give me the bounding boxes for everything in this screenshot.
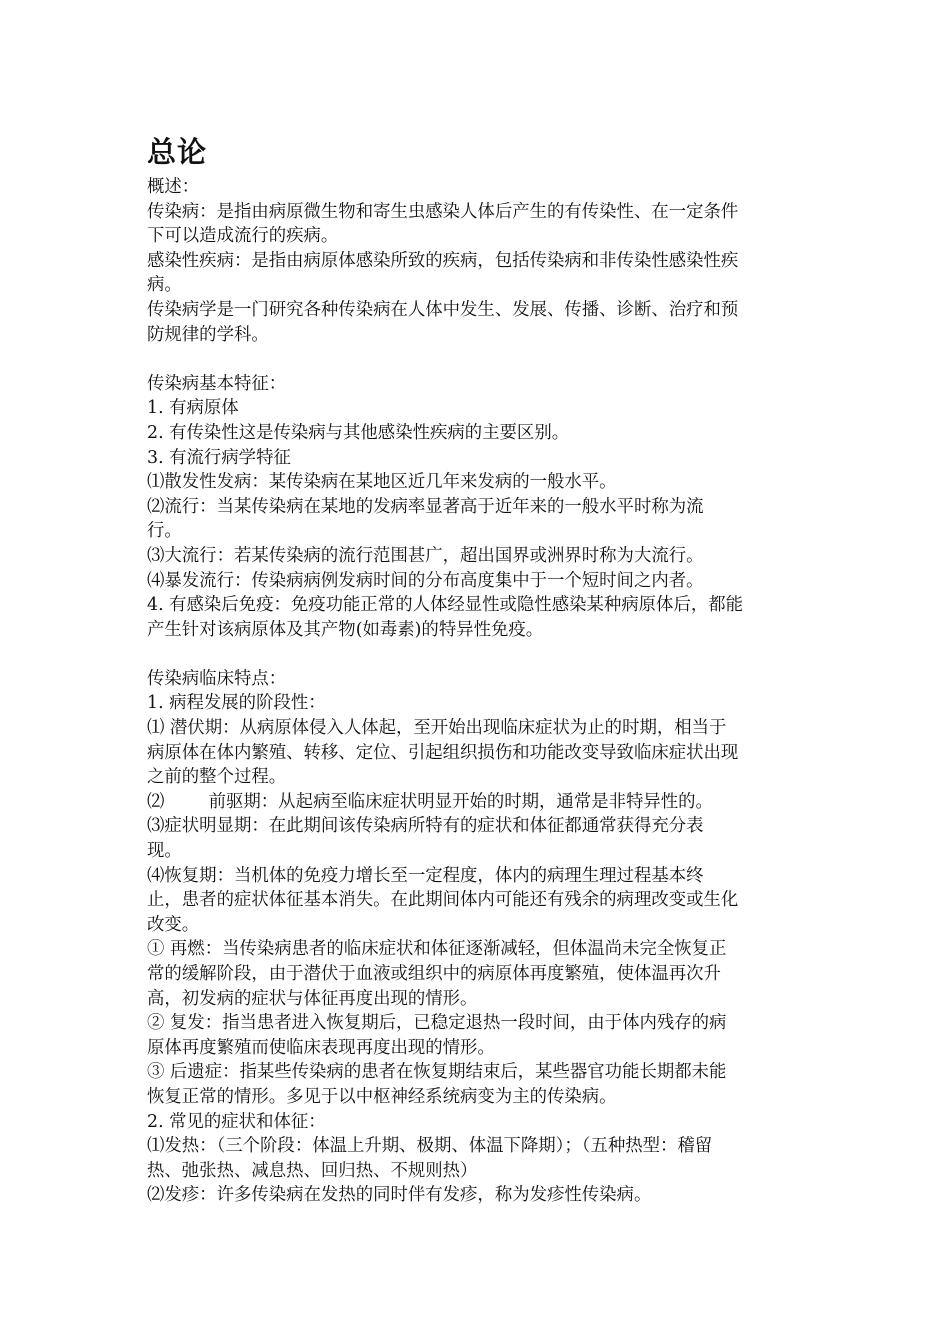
features-line: ⑷暴发流行：传染病病例发病时间的分布高度集中于一个短时间之内者。: [147, 570, 704, 591]
clinical-line: ⑴发热：（三个阶段：体温上升期、极期、体温下降期）；（五种热型：稽留: [147, 1136, 713, 1157]
clinical-line: 病原体在体内繁殖、转移、定位、引起组织损伤和功能改变导致临床症状出现: [147, 742, 739, 763]
overview-label: 概述：: [147, 177, 200, 197]
clinical-line: 现。: [147, 841, 182, 862]
features-line: 3. 有流行病学特征: [147, 447, 291, 468]
clinical-line: 高，初发病的症状与体征再度出现的情形。: [147, 988, 478, 1009]
clinical-line: ⑵ 前驱期：从起病至临床症状明显开始的时期，通常是非特异性的。: [147, 791, 713, 812]
features-line: ⑶大流行：若某传染病的流行范围甚广，超出国界或洲界时称为大流行。: [147, 545, 704, 566]
document-title: 总论: [147, 135, 208, 169]
section-spacer: [147, 642, 807, 667]
clinical-line: ⑷恢复期：当机体的免疫力增长至一定程度，体内的病理生理过程基本终: [147, 865, 704, 886]
features-section: [147, 372, 807, 643]
features-line: 1. 有病原体: [147, 398, 239, 419]
overview-section: [147, 175, 807, 347]
features-line: 行。: [147, 521, 182, 542]
clinical-line: 热、弛张热、减息热、回归热、不规则热）: [147, 1160, 478, 1181]
document-page: [147, 133, 807, 1208]
overview-line: 传染病学是一门研究各种传染病在人体中发生、发展、传播、诊断、治疗和预: [147, 299, 739, 320]
clinical-line: 2. 常见的症状和体征：: [147, 1111, 326, 1132]
clinical-line: 原体再度繁殖而使临床表现再度出现的情形。: [147, 1037, 495, 1058]
clinical-line: 止，患者的症状体征基本消失。在此期间体内可能还有残余的病理改变或生化: [147, 890, 739, 911]
clinical-label: 传染病临床特点：: [147, 668, 287, 689]
features-line: 产生针对该病原体及其产物(如毒素)的特异性免疫。: [147, 619, 544, 640]
features-label: 传染病基本特征：: [147, 373, 287, 394]
clinical-line: ⑶症状明显期：在此期间该传染病所特有的症状和体征都通常获得充分表: [147, 816, 704, 837]
overview-line: 病。: [147, 275, 182, 296]
clinical-line: ⑵发疹：许多传染病在发热的同时伴有发疹，称为发疹性传染病。: [147, 1185, 652, 1206]
clinical-line: 之前的整个过程。: [147, 767, 287, 788]
clinical-line: 常的缓解阶段，由于潜伏于血液或组织中的病原体再度繁殖，使体温再次升: [147, 964, 721, 984]
features-line: 2. 有传染性这是传染病与其他感染性疾病的主要区别。: [147, 422, 570, 443]
clinical-line: ③ 后遗症：指某些传染病的患者在恢复期结束后，某些器官功能长期都未能: [147, 1062, 727, 1083]
clinical-line: ① 再燃：当传染病患者的临床症状和体征逐渐减轻，但体温尚未完全恢复正: [147, 939, 727, 960]
clinical-line: ⑴ 潜伏期：从病原体侵入人体起，至开始出现临床症状为止的时期，相当于: [147, 718, 727, 739]
clinical-line: ② 复发：指当患者进入恢复期后，已稳定退热一段时间，由于体内残存的病: [147, 1013, 727, 1034]
overview-line: 感染性疾病：是指由病原体感染所致的疾病，包括传染病和非传染性感染性疾: [147, 250, 739, 271]
section-spacer: [147, 347, 807, 372]
features-line: ⑵流行：当某传染病在某地的发病率显著高于近年来的一般水平时称为流: [147, 496, 704, 517]
clinical-section: [147, 667, 807, 1208]
features-line: 4. 有感染后免疫：免疫功能正常的人体经显性或隐性感染某种病原体后，都能: [147, 595, 744, 616]
clinical-line: 1. 病程发展的阶段性：: [147, 693, 326, 714]
overview-line: 传染病：是指由病原微生物和寄生虫感染人体后产生的有传染性、在一定条件: [147, 201, 739, 222]
clinical-line: 改变。: [147, 914, 200, 935]
features-line: ⑴散发性发病：某传染病在某地区近几年来发病的一般水平。: [147, 472, 617, 493]
overview-line: 下可以造成流行的疾病。: [147, 226, 339, 247]
overview-line: 防规律的学科。: [147, 324, 269, 345]
clinical-line: 恢复正常的情形。多见于以中枢神经系统病变为主的传染病。: [147, 1086, 617, 1107]
